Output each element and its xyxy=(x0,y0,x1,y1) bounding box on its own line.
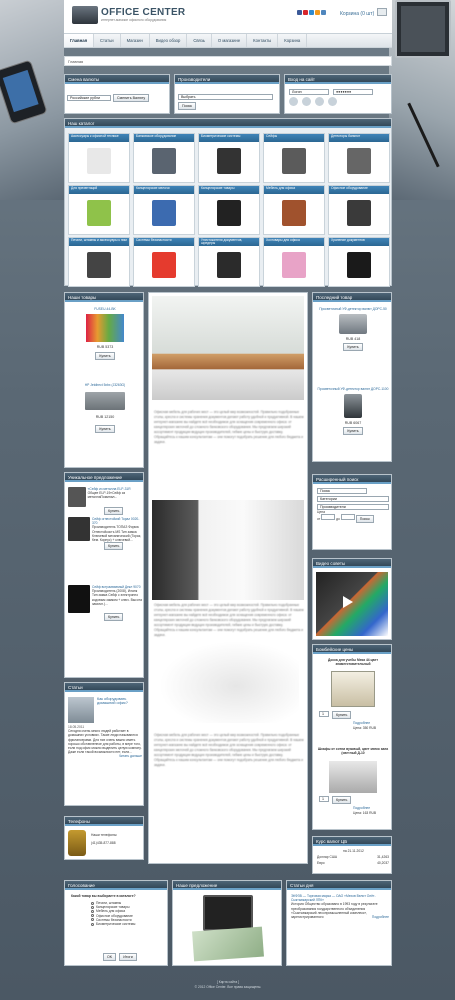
buy-button[interactable]: Купить xyxy=(343,427,362,435)
product-price: RUB 12150 xyxy=(95,415,115,420)
footer xyxy=(64,980,392,996)
nav-shop[interactable]: Магазин xyxy=(121,34,150,47)
product-image[interactable] xyxy=(86,314,124,342)
catalog-item-image[interactable] xyxy=(347,252,371,278)
catalog-item-image[interactable] xyxy=(217,200,241,226)
unique-offer-title: Уникальное предложение xyxy=(65,473,143,482)
manufacturer-search-button[interactable]: Поиск xyxy=(178,102,196,110)
rates-title: Курс валют ЦБ xyxy=(313,837,391,846)
advanced-search-title: Расширенный поиск xyxy=(313,475,391,484)
buy-button[interactable]: Купить xyxy=(104,507,123,515)
deal-image[interactable] xyxy=(331,671,375,707)
radio-button[interactable] xyxy=(91,923,94,926)
phones-box xyxy=(64,816,144,860)
poll-option-label: Офисное оборудование xyxy=(96,913,133,918)
catalog-item-image[interactable] xyxy=(217,148,241,174)
catalog-item[interactable] xyxy=(263,185,325,235)
deals-title: Бомбейские цены xyxy=(313,645,391,654)
catalog-item-label[interactable]: Системы безопасности xyxy=(134,238,194,246)
money-image[interactable] xyxy=(192,927,264,962)
catalog-item[interactable] xyxy=(198,185,260,235)
category-select[interactable]: Категории xyxy=(317,496,389,502)
catalog-item-image[interactable] xyxy=(87,148,111,174)
login-button-icon[interactable] xyxy=(289,97,298,106)
poll-option-label: Мебель для офиса xyxy=(96,909,126,914)
cart-icon[interactable] xyxy=(377,8,387,16)
main-text-2: Офисная мебель для рабочих мест — это целый мир возможностей. Правильно подобранные столы, кресла и системы хранения документов делают работу удобной и продуктивной. В нашем интернет-магазине вы найдете всё необходимое для оснащения современного офиса: от канцелярских мелочей до сложного банковского оборудования. Мы предлагаем широкий ассортимент продукции ведущих производителей, гибкие цены и быструю доставку. Обращайтесь к нашим консультантам — они помогут подобрать решение для любого бюджета и задачи. xyxy=(154,603,304,637)
deal-price: Цена: 163 RUB xyxy=(353,811,377,815)
manufacturer-select[interactable]: Выбрать xyxy=(178,94,273,100)
articles-title: Статьи xyxy=(65,683,143,692)
product-image[interactable] xyxy=(339,314,367,334)
manufacturers-box xyxy=(174,74,280,114)
usd-rate: 31,4263 xyxy=(377,855,389,859)
catalog-item-label[interactable]: Аксессуары к офисной технике xyxy=(69,134,129,142)
safe-image[interactable] xyxy=(68,585,90,613)
logo-icon[interactable] xyxy=(72,6,98,24)
catalog-item[interactable] xyxy=(133,133,195,183)
poll-option-label: Канцелярские товары xyxy=(96,905,130,910)
news-link[interactable]: ЭКФЗВ — Торговая марка — ОАО «Мехов Велит Олёт-Сыктывкарский ЛПК» xyxy=(291,894,376,903)
add-to-cart-button[interactable]: Купить xyxy=(332,711,351,719)
office-photo-2 xyxy=(152,500,304,600)
safe-image[interactable] xyxy=(68,517,90,541)
results-button[interactable]: Итоги xyxy=(119,953,137,961)
catalog-item[interactable] xyxy=(198,237,260,287)
nav-contact[interactable]: Связь xyxy=(187,34,212,47)
breadcrumb[interactable]: Главная xyxy=(64,56,392,66)
currency-box xyxy=(64,74,170,114)
buy-button[interactable]: Купить xyxy=(343,343,362,351)
last-product-title: Последний товар xyxy=(313,293,391,302)
product-name[interactable]: HP Jetdirect 5xbx (J3263G) xyxy=(84,383,126,387)
manufacturers-title: Производители xyxy=(175,75,279,84)
nav-video[interactable]: Видео обзор xyxy=(150,34,188,47)
our-offer-box xyxy=(172,880,282,966)
catalog-item[interactable] xyxy=(68,237,130,287)
search-input[interactable]: Поиск xyxy=(317,488,367,494)
advanced-search-button[interactable]: Поиск xyxy=(356,515,374,523)
catalog-item-label[interactable]: Канцелярские мелочи xyxy=(134,186,194,194)
poll-title: Голосование xyxy=(65,881,167,890)
poll-options xyxy=(91,901,135,926)
catalog-item[interactable] xyxy=(263,237,325,287)
main-text-1: Офисная мебель для рабочих мест — это целый мир возможностей. Правильно подобранные столы, кресла и системы хранения документов делают работу удобной и продуктивной. В нашем интернет-магазине вы найдете всё необходимое для оснащения современного офиса: от канцелярских мелочей до сложного банковского оборудования. Мы предлагаем широкий ассортимент продукции ведущих производителей, гибкие цены и быструю доставку. Обращайтесь к нашим консультантам — они помогут подобрать решение для любого бюджета и задачи. xyxy=(154,410,304,444)
catalog-item-label[interactable]: Сейфы xyxy=(264,134,324,142)
offer-description: Производитель (2008), Иланк Тип замка Сейф с электронно кодовым замком + ключ. Высота замочн.)... xyxy=(92,589,142,606)
eur-rate: 40,2037 xyxy=(377,861,389,865)
catalog-item-label[interactable]: Офисное оборудование xyxy=(329,186,389,194)
phones-heading: Наши телефоны: xyxy=(91,833,118,837)
quantity-input[interactable]: 1 xyxy=(319,796,329,802)
offer-description: Производитель ТОПАЗ Форма Огнестойкость MS Тип замка Ключевой механический (Topaz, Кем. Корпус) + ключевой... xyxy=(92,525,142,543)
articles-box xyxy=(64,682,144,806)
product-name[interactable]: FUSEU-44-BK xyxy=(94,307,116,311)
register-icon[interactable] xyxy=(302,97,311,106)
details-link[interactable]: Подробнее xyxy=(353,721,371,725)
catalog-item-image[interactable] xyxy=(282,148,306,174)
add-to-cart-button[interactable]: Купить xyxy=(332,796,351,804)
catalog-item-image[interactable] xyxy=(282,252,306,278)
catalog-item-image[interactable] xyxy=(87,252,111,278)
login-input[interactable]: Логин xyxy=(289,89,329,95)
poll-question: Какой товар вы выбираете в каталоге? xyxy=(71,894,136,898)
nav-contacts[interactable]: Контакты xyxy=(247,34,278,47)
article-image[interactable] xyxy=(68,697,94,723)
article-date: 18.05.2011 xyxy=(68,725,85,729)
ebook-image[interactable] xyxy=(203,895,253,931)
catalog-item[interactable] xyxy=(198,133,260,183)
catalog-item-image[interactable] xyxy=(347,200,371,226)
odnoklassniki-icon[interactable] xyxy=(315,10,320,15)
catalog-item-image[interactable] xyxy=(87,200,111,226)
nav-articles[interactable]: Статьи xyxy=(94,34,121,47)
catalog-item-label[interactable]: Мебель для офиса xyxy=(264,186,324,194)
catalog-item[interactable] xyxy=(68,133,130,183)
currency-title: Смена валюты xyxy=(65,75,169,84)
catalog-item[interactable] xyxy=(328,237,390,287)
nav-about[interactable]: О магазине xyxy=(212,34,247,47)
copyright: © 2012 Office Center. Все права защищены. xyxy=(194,985,262,989)
password-input[interactable]: ●●●●●●● xyxy=(333,89,373,95)
twitter-icon[interactable] xyxy=(309,10,314,15)
catalog-item-label[interactable]: Хозтовары для офиса xyxy=(264,238,324,246)
catalog-item-label[interactable]: Хранение документов xyxy=(329,238,389,246)
cart-link[interactable]: Корзина (0 шт) xyxy=(340,11,375,17)
login-title: Вход на сайт xyxy=(285,75,391,84)
play-icon[interactable] xyxy=(343,596,353,608)
unique-offer-box xyxy=(64,472,144,678)
sitemap-link[interactable]: [ Карта сайта ] xyxy=(216,980,240,984)
catalog-item[interactable] xyxy=(263,133,325,183)
poll-option-label: Биометрические системы xyxy=(96,922,136,927)
change-currency-button[interactable]: Сменить Валюту xyxy=(113,94,149,102)
usd-label: Доллар США xyxy=(317,855,338,859)
price-to-input[interactable] xyxy=(341,514,355,520)
quantity-input[interactable]: 1 xyxy=(319,711,329,717)
catalog-item-image[interactable] xyxy=(347,148,371,174)
news-excerpt: История Общество образовано в 1993 году в результате преобразования государственного объединения «Сыктывкарский лесопромышленный комплекс», зарегистрированного xyxy=(291,902,378,920)
rates-date: на 21.11.2012 xyxy=(343,849,364,853)
buy-button[interactable]: Купить xyxy=(104,613,123,621)
eur-label: Евро xyxy=(317,861,325,865)
catalog-item-label[interactable]: Канцелярские товары xyxy=(199,186,259,194)
news-title: Статьи дня xyxy=(287,881,391,890)
product-price: RUB 5373 xyxy=(96,345,114,350)
poll-box xyxy=(64,880,168,966)
price-from-label: от xyxy=(317,517,321,522)
catalog-item[interactable] xyxy=(133,237,195,287)
article-excerpt: Сегодня очень много людей работает в домашних условиях. Такие люди называются фрилансерами. Для них очень важно иметь хорошо обставленное для работы, в мере того, если под офис можно выделить целую комнату. Даже если такой возможности нет, если... xyxy=(68,729,142,755)
product-price: RUB 6067 xyxy=(344,421,362,426)
phones-title: Телефоны xyxy=(65,817,143,826)
catalog-item-image[interactable] xyxy=(152,200,176,226)
nav-cart[interactable]: Корзина xyxy=(278,34,307,47)
catalog-item[interactable] xyxy=(328,133,390,183)
vote-button[interactable]: OK xyxy=(103,953,116,961)
rates-box xyxy=(312,836,392,874)
read-more-link[interactable]: Читать дальше xyxy=(118,754,142,759)
product-name[interactable]: Просветочный УФ-детектор валют ДОРС-1100 xyxy=(317,387,389,391)
catalog-item-label[interactable]: Для презентаций xyxy=(69,186,129,194)
site-title[interactable]: OFFICE CENTER xyxy=(101,7,186,18)
offer-description: Общее ELP-19»Сейф из металлаПоминал... xyxy=(87,491,126,500)
price-label: Цена xyxy=(317,510,325,514)
buy-button[interactable]: Купить xyxy=(95,425,114,433)
catalog-title: Наш каталог xyxy=(65,119,391,128)
deal-image[interactable] xyxy=(329,761,377,793)
catalog-item-label[interactable]: Печати, штампы и аксессуары к ним xyxy=(69,238,129,246)
price-from-input[interactable] xyxy=(321,514,335,520)
help-icon[interactable] xyxy=(328,97,337,106)
catalog-box xyxy=(64,118,392,286)
buy-button[interactable]: Купить xyxy=(95,352,114,360)
last-product-box xyxy=(312,292,392,462)
poll-option[interactable] xyxy=(91,922,135,926)
catalog-item-label[interactable]: Биометрические системы xyxy=(199,134,259,142)
catalog-item-image[interactable] xyxy=(282,200,306,226)
site-subtitle: интернет-магазин офисного оборудования xyxy=(101,18,167,22)
article-link[interactable]: Как оборудовать домашний офис? xyxy=(97,697,128,705)
manufacturer-select[interactable]: Производители xyxy=(317,504,389,510)
facebook-icon[interactable] xyxy=(297,10,302,15)
catalog-item-label[interactable]: Банковское оборудование xyxy=(134,134,194,142)
offer-link[interactable]: Сейф огнестойкий Topaz 0020-370 xyxy=(92,517,140,526)
phone-number: (41)435-877-888 xyxy=(91,841,116,845)
catalog-item[interactable] xyxy=(328,185,390,235)
office-photo-3 xyxy=(159,641,299,723)
news-more-link[interactable]: Подробнее xyxy=(371,915,389,920)
currency-select[interactable]: Российские рубли xyxy=(67,95,111,101)
offer-link[interactable]: «Сейф из металла ELP-31R xyxy=(87,487,131,491)
radio-button[interactable] xyxy=(91,914,94,917)
video-title: Видео советы xyxy=(313,559,391,568)
product-image[interactable] xyxy=(344,394,362,418)
poll-option-label: Печати, штампы xyxy=(96,901,122,905)
site-header xyxy=(64,0,392,48)
page-wrapper xyxy=(64,0,392,980)
catalog-item-image[interactable] xyxy=(217,252,241,278)
main-content xyxy=(148,292,308,864)
our-products-box xyxy=(64,292,144,468)
poll-option-label: Системы безопасности xyxy=(96,917,132,922)
catalog-item[interactable] xyxy=(133,185,195,235)
social-icons xyxy=(297,10,326,15)
news-box xyxy=(286,880,392,966)
radio-button[interactable] xyxy=(91,918,94,921)
catalog-item-image[interactable] xyxy=(152,252,176,278)
main-nav xyxy=(64,33,392,47)
safe-image[interactable] xyxy=(68,487,86,507)
offer-link[interactable]: Сейф встраиваемый Декл 9070 xyxy=(92,585,141,589)
radio-button[interactable] xyxy=(91,910,94,913)
our-offer-title: Наше предложение xyxy=(173,881,281,890)
deals-box xyxy=(312,644,392,830)
catalog-item[interactable] xyxy=(68,185,130,235)
deal-price: Цена: 350 RUB xyxy=(353,726,377,730)
advanced-search-box xyxy=(312,474,392,550)
details-link[interactable]: Подробнее xyxy=(353,806,371,810)
deal-name[interactable]: Доска для учебы Мека 44 цвет знамеготовительный xyxy=(328,658,378,667)
radio-button[interactable] xyxy=(91,906,94,909)
price-to-label: до xyxy=(336,517,340,522)
radio-button[interactable] xyxy=(91,902,94,905)
video-box xyxy=(312,558,392,640)
mail-icon[interactable] xyxy=(321,10,326,15)
laptop-decoration xyxy=(395,0,451,58)
buy-button[interactable]: Купить xyxy=(104,542,123,550)
our-products-title: Наши товары xyxy=(65,293,143,302)
product-image[interactable] xyxy=(85,392,125,410)
login-box xyxy=(284,74,392,114)
catalog-item-label[interactable]: Детекторы банкнот xyxy=(329,134,389,142)
nav-home[interactable]: Главная xyxy=(64,34,94,47)
product-name[interactable]: Просветочный УФ-детектор валют ДОРС-50 xyxy=(319,307,387,311)
vk-icon[interactable] xyxy=(303,10,308,15)
catalog-item-label[interactable]: Уничтожители документов, шредеры xyxy=(199,238,259,246)
deal-name[interactable]: Шкафы от сотни вузовый, цвет мягко зала (светлый Д-10 xyxy=(317,747,389,756)
product-price: RUB 418 xyxy=(345,337,361,342)
office-photo-1 xyxy=(152,296,304,400)
phone-image xyxy=(68,830,86,856)
catalog-item-image[interactable] xyxy=(152,148,176,174)
remind-password-icon[interactable] xyxy=(315,97,324,106)
main-text-3: Офисная мебель для рабочих мест — это целый мир возможностей. Правильно подобранные столы, кресла и системы хранения документов делают работу удобной и продуктивной. В нашем интернет-магазине вы найдете всё необходимое для оснащения современного офиса: от канцелярских мелочей до сложного банковского оборудования. Мы предлагаем широкий ассортимент продукции ведущих производителей, гибкие цены и быструю доставку. Обращайтесь к нашим консультантам — они помогут подобрать решение для любого бюджета и задачи. xyxy=(154,733,304,767)
